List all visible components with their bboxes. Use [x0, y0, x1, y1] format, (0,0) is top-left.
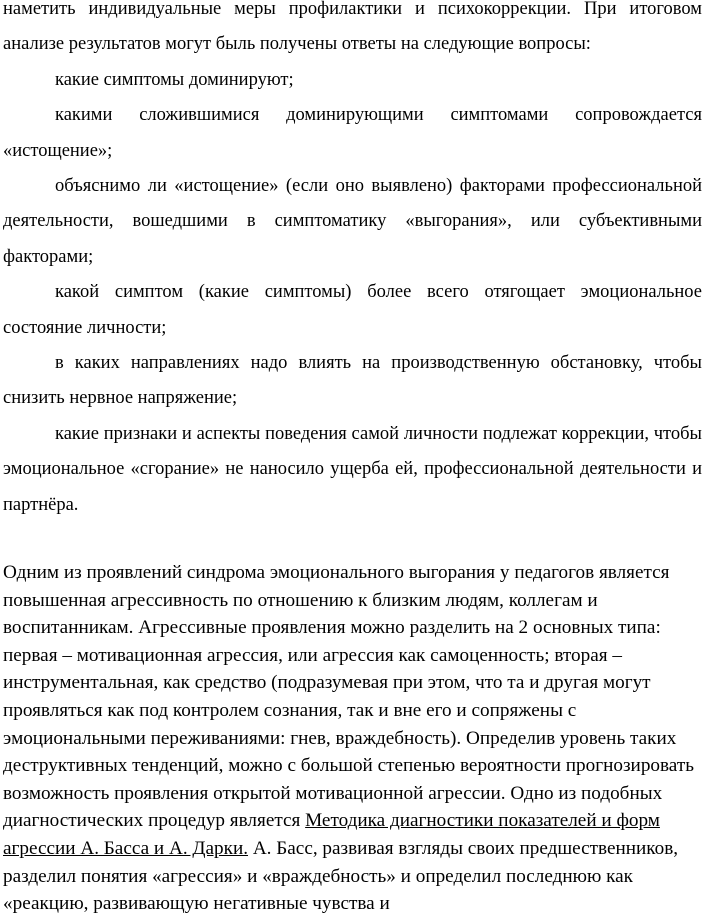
paragraph-text-end: А. Басс, развивая взгляды своих предшественников, разделил понятия «агрессия» и «враждебность» и определил последнюю как «реакцию, развивающую негативные чувства и: [3, 838, 679, 915]
question-item: какие признаки и аспекты поведения самой личности подлежат коррекции, чтобы эмоциональное «сгорание» не наносило ущерба ей, профессиональной деятельности и партнёра.: [3, 423, 702, 515]
question-item: в каких направлениях надо влиять на производственную обстановку, чтобы снизить нервное напряжение;: [3, 353, 702, 409]
question-item: объяснимо ли «истощение» (если оно выявлено) факторами профессиональной деятельности, вошедшими в симптоматику «выгорания», или субъективными факторами;: [3, 176, 702, 267]
aggression-paragraph: [3, 559, 702, 918]
paragraph-gap: [0, 523, 704, 559]
question-item: какими сложившимися доминирующими симптомами сопровождается «истощение»;: [3, 105, 702, 161]
paragraph-text-start: Одним из проявлений синдрома эмоционального выгорания у педагогов является повышенная агрессивность по отношению к близким людям, коллегам и воспитанникам. Агрессивные проявления можно разделить на 2 основных типа: первая – мотивационная агрессия, или агрессия как самоценность; вторая – инструментальная, как средство (подразумевая при этом, что та и другая могут проявляться как под контролем сознания, так и вне его и сопряжены с эмоциональными переживаниями: гнев, враждебность). Определив уровень таких деструктивных тенденций, можно с большой степенью вероятности прогнозировать возможность проявления открытой мотивационной агрессии. Одно из подобных диагностических процедур является: [3, 562, 694, 832]
question-item: какой симптом (какие симптомы) более всего отягощает эмоциональное состояние личности;: [3, 282, 702, 338]
question-item: какие симптомы доминируют;: [55, 69, 294, 90]
aggression-section: [0, 559, 704, 918]
intro-paragraph: наметить индивидуальные меры профилактики и психокоррекции. При итоговом анализе результатов могут быль получены ответы на следующие вопросы:: [3, 0, 702, 55]
method-link[interactable]: Методика диагностики показателей и форм агрессии А. Басса и А. Дарки.: [3, 810, 660, 860]
